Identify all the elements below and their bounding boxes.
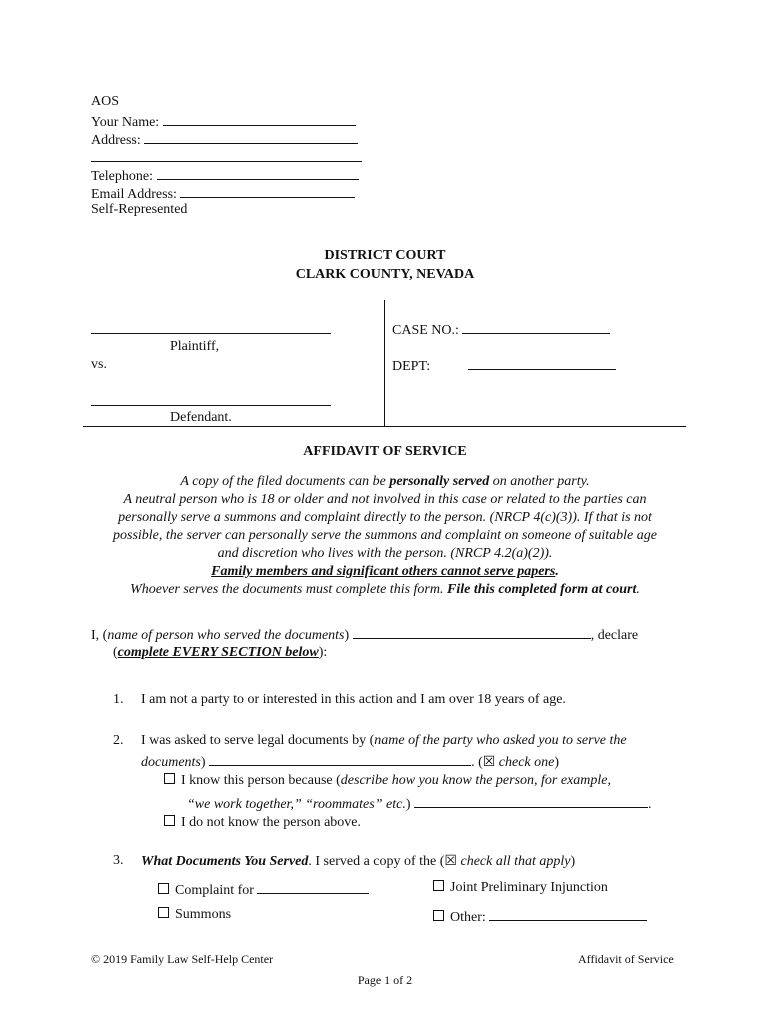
your-name-label: Your Name: [91, 115, 160, 130]
summons-row [158, 907, 231, 923]
family-warning-end: . [555, 564, 559, 579]
complete-every-row [113, 645, 327, 661]
instruction-1b: personally served [389, 474, 490, 489]
know-person-end: . [648, 797, 652, 812]
email-row [91, 184, 355, 203]
other-row [433, 907, 647, 926]
complaint-label: Complaint for [175, 883, 254, 898]
item-3-hint: check all that apply [460, 854, 571, 869]
item-2-hint2: documents [141, 755, 201, 770]
summons-checkbox[interactable] [158, 907, 169, 918]
joint-injunction-label: Joint Preliminary Injunction [450, 880, 608, 895]
item-2-number: 2. [113, 733, 124, 748]
instruction-line-2: A neutral person who is 18 or older and not involved in this case or related to the parties can [123, 492, 647, 507]
defendant-name-field-row [91, 392, 331, 411]
not-know-checkbox[interactable] [164, 815, 175, 826]
court-name: DISTRICT COURT [324, 248, 446, 263]
case-no-label: CASE NO.: [392, 323, 459, 338]
declare-i: I, ( [91, 628, 108, 643]
telephone-label: Telephone: [91, 169, 153, 184]
item-2-line-1 [141, 733, 627, 749]
instruction-line-4: possible, the server can personally serve the summons and complaint on someone of suitable age [113, 528, 657, 543]
footer-form-name: Affidavit of Service [578, 952, 674, 966]
complete-open: ( [113, 645, 118, 660]
plaintiff-label: Plaintiff, [170, 339, 220, 354]
address-field[interactable] [144, 130, 358, 144]
your-name-field[interactable] [163, 112, 356, 126]
not-know-row [164, 815, 361, 831]
other-checkbox[interactable] [433, 910, 444, 921]
instruction-7c: . [636, 582, 640, 597]
item-3-line [141, 853, 575, 870]
know-person-hint2: “we work together,” “roommates” etc. [187, 797, 406, 812]
instruction-1c: on another party. [489, 474, 590, 489]
address-line2-row [91, 148, 362, 167]
instruction-line-5: and discretion who lives with the person. (NRCP 4.2(a)(2)). [217, 546, 553, 561]
email-label: Email Address: [91, 187, 177, 202]
instruction-1a: A copy of the filed documents can be [180, 474, 390, 489]
plaintiff-name-field-row [91, 320, 331, 339]
caption-divider [384, 300, 385, 426]
joint-injunction-row [433, 880, 608, 896]
case-no-row [392, 320, 610, 339]
address-row [91, 130, 358, 149]
item-2-hint: name of the party who asked you to serve the [374, 733, 627, 748]
joint-injunction-checkbox[interactable] [433, 880, 444, 891]
family-warning: Family members and significant others cannot serve papers [211, 564, 556, 579]
vs-label: vs. [91, 357, 107, 372]
form-code: AOS [91, 94, 120, 109]
know-person-checkbox[interactable] [164, 773, 175, 784]
dept-row [392, 356, 616, 375]
item-2-check-hint: check one [498, 755, 555, 770]
item-2-text: I was asked to serve legal documents by ( [141, 733, 375, 748]
footer-copyright: © 2019 Family Law Self-Help Center [91, 952, 274, 966]
item-3-close: ) [570, 854, 576, 869]
know-person-row [164, 773, 611, 789]
other-label: Other: [450, 910, 486, 925]
telephone-field[interactable] [157, 166, 359, 180]
court-county: CLARK COUNTY, NEVADA [295, 267, 475, 282]
know-person-text: I know this person because ( [181, 773, 341, 788]
address-label: Address: [91, 133, 141, 148]
know-person-close: ) [405, 797, 411, 812]
dept-field[interactable] [468, 356, 616, 370]
caption-bottom-rule [83, 426, 686, 427]
telephone-row [91, 166, 359, 185]
item-2-line-2 [141, 752, 559, 771]
not-know-text: I do not know the person above. [181, 815, 362, 830]
instruction-7a: Whoever serves the documents must complete this form. [130, 582, 447, 597]
relationship-field[interactable] [414, 794, 648, 808]
item-2-close: ) [200, 755, 206, 770]
item-2-check-close: ) [554, 755, 560, 770]
address-line2-field[interactable] [91, 148, 362, 162]
item-2-check-a: . (☒ [471, 755, 499, 770]
instruction-line-6 [0, 564, 770, 580]
declare-label: , declare [590, 628, 639, 643]
instruction-7b: File this completed form at court [446, 582, 637, 597]
declare-close: ) [344, 628, 350, 643]
email-field[interactable] [180, 184, 355, 198]
item-3-number: 3. [113, 853, 124, 868]
plaintiff-name-field[interactable] [91, 320, 331, 334]
know-person-hint: describe how you know the person, for example, [340, 773, 612, 788]
other-field[interactable] [489, 907, 647, 921]
item-3-heading: What Documents You Served [141, 854, 309, 869]
declare-row [91, 625, 638, 644]
defendant-label: Defendant. [170, 410, 232, 425]
instruction-line-1 [0, 474, 770, 490]
requesting-party-field[interactable] [209, 752, 471, 766]
item-3-text: . I served a copy of the (☒ [308, 854, 461, 869]
item-1-number: 1. [113, 692, 124, 707]
summons-label: Summons [175, 907, 232, 922]
server-name-field[interactable] [353, 625, 591, 639]
dept-label: DEPT: [392, 359, 431, 374]
complaint-checkbox[interactable] [158, 883, 169, 894]
instruction-line-3: personally serve a summons and complaint directly to the person. (NRCP 4(c)(3)). If that is not [118, 510, 652, 525]
item-1-text: I am not a party to or interested in this action and I am over 18 years of age. [141, 692, 566, 707]
case-no-field[interactable] [462, 320, 610, 334]
complaint-row [158, 880, 369, 899]
defendant-name-field[interactable] [91, 392, 331, 406]
page-number: Page 1 of 2 [357, 973, 413, 987]
self-represented: Self-Represented [91, 202, 188, 217]
your-name-row [91, 112, 356, 131]
instruction-line-7 [0, 582, 770, 598]
complete-close: ): [318, 645, 328, 660]
declare-name-hint: name of person who served the documents [107, 628, 345, 643]
complete-every-section: complete EVERY SECTION below [117, 645, 319, 660]
complaint-field[interactable] [257, 880, 369, 894]
form-title: AFFIDAVIT OF SERVICE [303, 444, 467, 459]
know-person-row-2 [187, 794, 652, 813]
